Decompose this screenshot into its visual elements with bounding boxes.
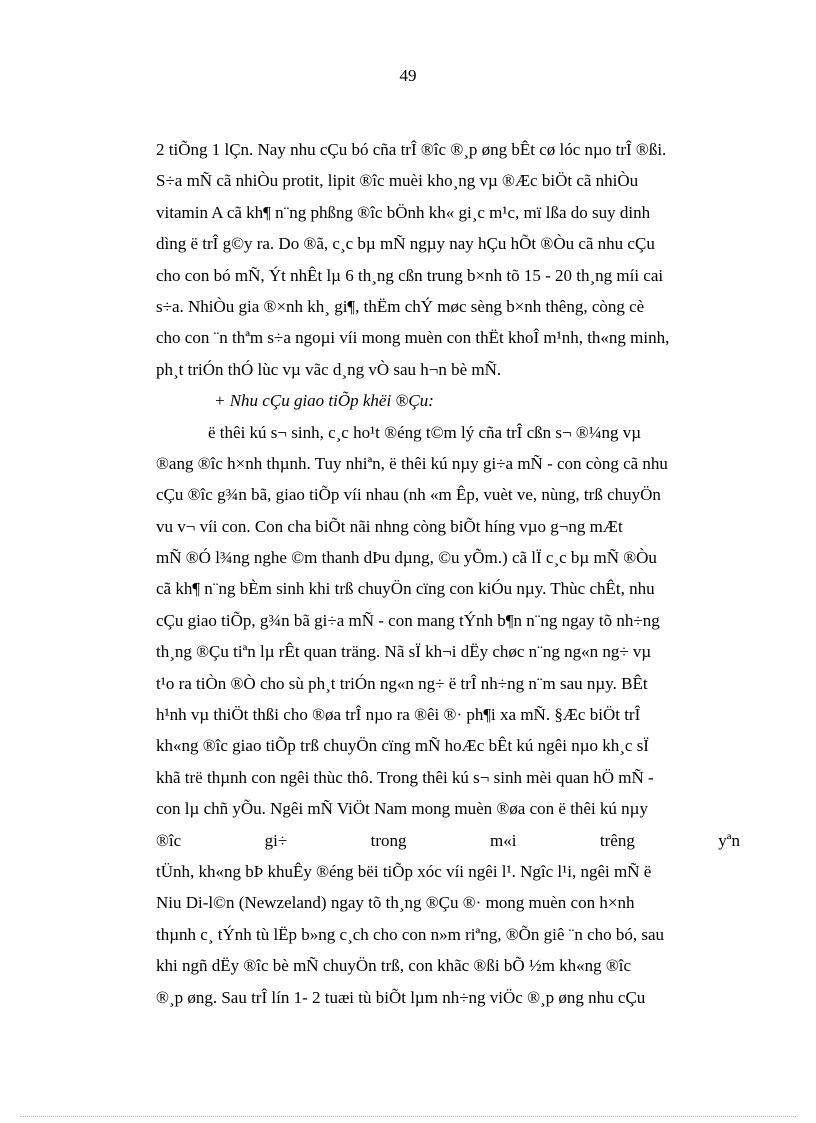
text-line: ®¸p øng. Sau trÎ lín 1- 2 tuæi tù biÕt lµm nh÷ng viÖc ®¸p øng nhu cÇu — [156, 987, 646, 1007]
text-line: vitamin A cã kh¶ n¨ng phßng ®îc bÖnh kh« gi¸c m¹c, mï lßa do suy dinh — [156, 202, 651, 222]
text-line: s÷a. NhiÒu gia ®×nh kh¸ gi¶, thËm chÝ møc sèng b×nh thêng, còng cè — [156, 296, 645, 316]
text-line: ë thêi kú s¬ sinh, c¸c ho¹t ®éng t©m lý cña trÎ cßn s¬ ®¼ng vµ — [208, 422, 642, 442]
page-bottom-divider — [20, 1116, 796, 1117]
text-line: S÷a mÑ cã nhiÒu protit, lipit ®îc muèi kho¸ng vµ ®Æc biÖt cã nhiÒu — [156, 171, 639, 191]
page-number: 49 — [399, 66, 417, 85]
text-line: thµnh c¸ tÝnh tù lËp b»ng c¸ch cho con n»m riªng, ®Õn giê ¨n cho bó, sau — [156, 924, 665, 944]
text-line: cÇu giao tiÕp, g¾n bã gi÷a mÑ - con mang tÝnh b¶n n¨ng ngay tõ nh÷ng — [156, 610, 660, 630]
text-line: khi ngñ dËy ®îc bè mÑ chuyÖn trß, con khãc ®ßi bÕ ½m kh«ng ®îc — [156, 956, 632, 976]
text-line: ®ang ®îc h×nh thµnh. Tuy nhiªn, ë thêi kú nµy gi÷a mÑ - con còng cã nhu — [156, 453, 668, 473]
section-subheading: + Nhu cÇu giao tiÕp khëi ®Çu: — [214, 391, 434, 411]
text-line: cho con bó mÑ, Ýt nhÊt lµ 6 th¸ng cßn trung b×nh tõ 15 - 20 th¸ng míi cai — [156, 265, 664, 285]
text-line: h¹nh vµ thiÖt thßi cho ®øa trÎ nµo ra ®êi ®· ph¶i xa mÑ. §Æc biÖt trÎ — [156, 705, 641, 725]
text-line: vu v¬ víi con. Con cha biÕt nãi nhng còng biÕt híng vµo g¬ng mÆt — [156, 516, 623, 536]
text-line: kh«ng ®îc giao tiÕp trß chuyÖn cïng mÑ hoÆc bÊt kú ngêi nµo kh¸c sÏ — [156, 736, 649, 756]
text-line: cÇu ®îc g¾n bã, giao tiÕp víi nhau (nh «m Êp, vuèt ve, nùng, trß chuyÖn — [156, 485, 661, 505]
text-line: cho con ¨n thªm s÷a ngoµi víi mong muèn con thËt khoÎ m¹nh, th«ng minh, — [156, 328, 670, 348]
spread-text-line — [156, 825, 740, 856]
text-line: 2 tiÕng 1 lÇn. Nay nhu cÇu bó cña trÎ ®îc ®¸p øng bÊt cø lóc nµo trÎ ®ßi. — [156, 140, 667, 159]
text-line: th¸ng ®Çu tiªn lµ rÊt quan träng. Nã sÏ kh¬i dËy chøc n¨ng ng«n ng÷ vµ — [156, 642, 652, 662]
spread-word: trêng — [599, 830, 635, 850]
spread-word: yªn — [718, 830, 740, 850]
text-line: mÑ ®Ó l¾ng nghe ©m thanh dÞu dµng, ©u yÕm.) cã lÏ c¸c bµ mÑ ®Òu — [156, 548, 657, 568]
spread-word: trong — [370, 830, 407, 850]
text-line: khã trë thµnh con ngêi thùc thô. Trong thêi kú s¬ sinh mèi quan hÖ mÑ - — [156, 767, 654, 787]
text-line: ph¸t triÓn thÓ lùc vµ vãc d¸ng vÒ sau h¬n bè mÑ. — [156, 359, 502, 379]
body-text — [156, 134, 740, 1013]
spread-word: ®îc — [156, 830, 182, 850]
text-line: cã kh¶ n¨ng bÈm sinh khi trß chuyÖn cïng con kiÓu nµy. Thùc chÊt, nhu — [156, 579, 655, 599]
text-line: con lµ chñ yÕu. Ngêi mÑ ViÖt Nam mong muèn ®øa con ë thêi kú nµy — [156, 799, 648, 819]
text-line: t¹o ra tiÒn ®Ò cho sù ph¸t triÓn ng«n ng÷ ë trÎ nh÷ng n¨m sau nµy. BÊt — [156, 673, 648, 693]
spread-word: gi÷ — [264, 830, 288, 850]
text-line: tÜnh, kh«ng bÞ khuÊy ®éng bëi tiÕp xóc víi ngêi l¹. Ngîc l¹i, ngêi mÑ ë — [156, 861, 652, 881]
text-line: Niu Di-l©n (Newzeland) ngay tõ th¸ng ®Çu ®· mong muèn con h×nh — [156, 893, 635, 913]
spread-word: m«i — [490, 830, 517, 850]
text-line: dìng ë trÎ g©y ra. Do ®ã, c¸c bµ mÑ ngµy nay hÇu hÕt ®Òu cã nhu cÇu — [156, 234, 655, 254]
